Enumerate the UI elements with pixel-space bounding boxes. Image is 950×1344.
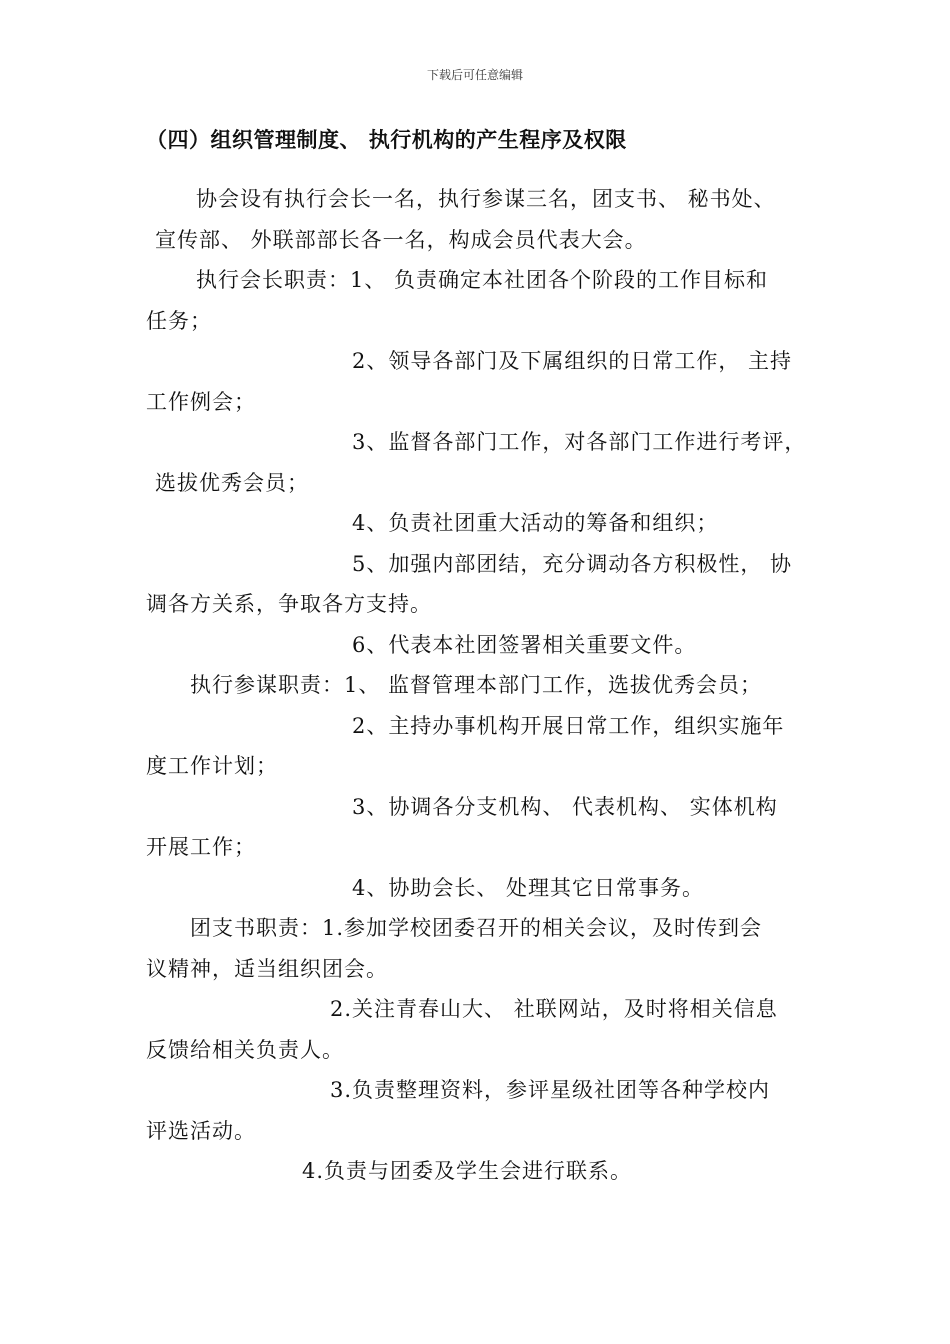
- paragraph-line-17: 开展工作；: [146, 835, 256, 859]
- paragraph-line-1: 协会设有执行会长一名，执行参谋三名，团支书、 秘书处、: [196, 187, 776, 211]
- paragraph-line-14: 2、主持办事机构开展日常工作，组织实施年: [352, 714, 785, 738]
- header-note: 下载后可任意编辑: [426, 68, 523, 82]
- paragraph-line-3: 执行会长职责：1、 负责确定本社团各个阶段的工作目标和: [196, 268, 769, 292]
- paragraph-line-21: 2.关注青春山大、 社联网站，及时将相关信息: [330, 997, 778, 1021]
- paragraph-line-12: 6、代表本社团签署相关重要文件。: [352, 633, 697, 657]
- paragraph-line-20: 议精神，适当组织团会。: [146, 957, 388, 981]
- paragraph-line-19: 团支书职责：1.参加学校团委召开的相关会议，及时传到会: [190, 916, 763, 940]
- paragraph-line-8: 选拔优秀会员；: [155, 471, 309, 495]
- paragraph-line-11: 调各方关系，争取各方支持。: [146, 592, 432, 616]
- paragraph-line-13: 执行参谋职责：1、 监督管理本部门工作，选拔优秀会员；: [190, 673, 763, 697]
- paragraph-line-25: 4.负责与团委及学生会进行联系。: [302, 1159, 633, 1183]
- paragraph-line-6: 工作例会；: [146, 390, 256, 414]
- paragraph-line-9: 4、负责社团重大活动的筹备和组织；: [352, 511, 719, 535]
- paragraph-line-18: 4、协助会长、 处理其它日常事务。: [352, 876, 705, 900]
- paragraph-line-4: 任务；: [146, 309, 212, 333]
- paragraph-line-7: 3、监督各部门工作，对各部门工作进行考评，: [352, 430, 807, 454]
- paragraph-line-22: 反馈给相关负责人。: [146, 1038, 344, 1062]
- paragraph-line-10: 5、加强内部团结，充分调动各方积极性， 协: [352, 552, 793, 576]
- paragraph-line-24: 评选活动。: [146, 1119, 256, 1143]
- paragraph-line-23: 3.负责整理资料，参评星级社团等各种学校内: [330, 1078, 771, 1102]
- paragraph-line-5: 2、领导各部门及下属组织的日常工作， 主持: [352, 349, 793, 373]
- paragraph-line-2: 宣传部、 外联部部长各一名，构成会员代表大会。: [155, 228, 647, 252]
- paragraph-line-16: 3、协调各分支机构、 代表机构、 实体机构: [352, 795, 778, 819]
- paragraph-line-15: 度工作计划；: [146, 754, 278, 778]
- section-title: （四）组织管理制度、 执行机构的产生程序及权限: [146, 127, 627, 152]
